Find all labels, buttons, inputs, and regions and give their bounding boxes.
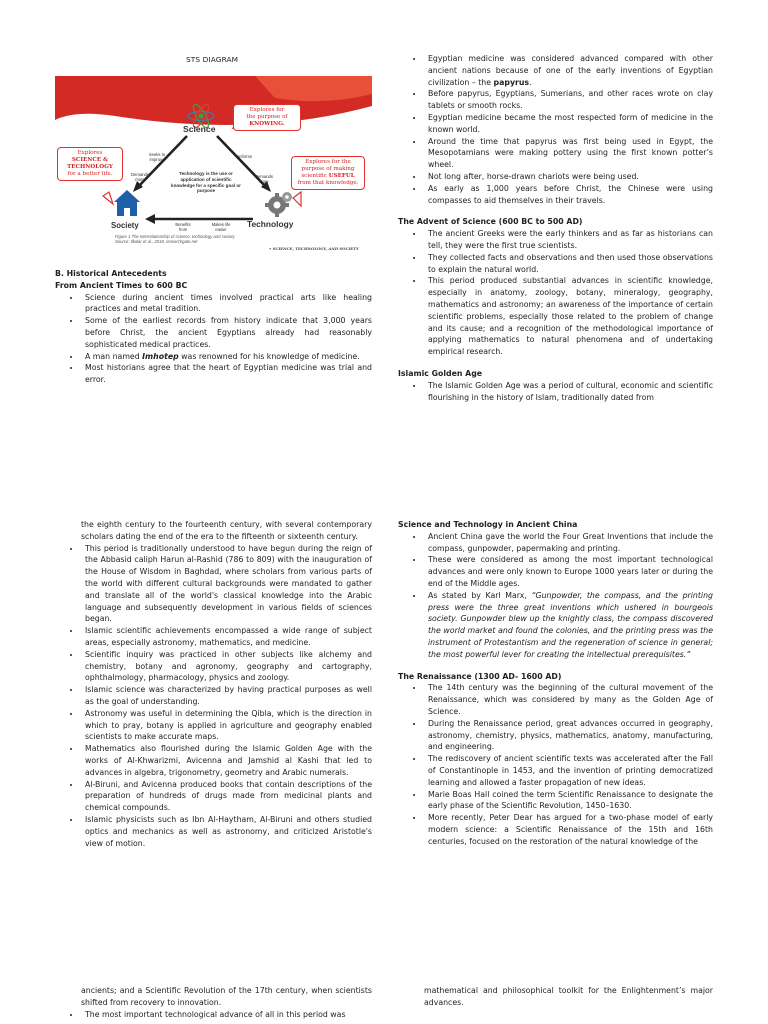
imhotep-name: Imhotep bbox=[142, 351, 179, 361]
advent-list bbox=[398, 228, 713, 358]
page-title: STS DIAGRAM bbox=[186, 55, 239, 64]
label-informs: Informs bbox=[238, 154, 252, 159]
society-label: Society bbox=[111, 221, 139, 230]
section-islamic-continued bbox=[55, 519, 372, 849]
science-label: Science bbox=[183, 124, 216, 134]
list-item: • Islamic scientific achievements encompassed a wide range of subject areas, especially astronomy, mathematics, and medicine. bbox=[81, 625, 372, 649]
list-item: • Not long after, horse-drawn chariots were being used. bbox=[424, 171, 713, 183]
section-renaissance-continued bbox=[55, 985, 372, 1020]
marx-quote: “Gunpowder, the compass, and the printing press were the three great inventions which ushered in bourgeois society. Gunpowder blew up the knightly class, the compass discovered the world market and found the colonies, and the printing press was the instrument of Protestantism and the regeneration of science in general; the most powerful lever for creating the intellectual prerequisites.” bbox=[428, 590, 713, 659]
diagram-center-text: Technology is the use or application of scientific knowledge for a specific goal or purpose bbox=[171, 171, 241, 194]
list-item: • This period produced substantial advances in scientific knowledge, especially in anatomy, zoology, botany, mineralogy, geography, mathematics and astronomy; an awareness of the importance of certain scientific problems, especially those related to the problem of change and its cause; and a recognition of the methodological importance of applying mathematics to natural phenomena and of undertaking empirical research. bbox=[424, 275, 713, 358]
islamic-heading: Islamic Golden Age bbox=[398, 368, 483, 378]
diagram-caption: Figure 1 The Interrelationship of science, technology and society Source: Ilkalar et al., 2018, researchgate.net bbox=[115, 234, 235, 244]
egypt-list bbox=[398, 53, 713, 206]
technology-advance-list bbox=[55, 1009, 372, 1021]
list-item: • Most historians agree that the heart of Egyptian medicine was trial and error. bbox=[81, 362, 372, 386]
section-enlightenment-continued bbox=[398, 985, 713, 1009]
label-demands-more-right: Demands more bbox=[255, 174, 273, 184]
list-item: • Around the time that papyrus was first being used in Egypt, the Mesopotamians were making pottery using the first known potter’s wheel. bbox=[424, 136, 713, 171]
islamic-list bbox=[398, 380, 713, 404]
list-item: • They collected facts and observations and then used those observations to explain the natural world. bbox=[424, 252, 713, 276]
list-item: • Egyptian medicine was considered advanced compared with other ancient nations because of one of the early inventions of Egyptian civilization – the papyrus. bbox=[424, 53, 713, 88]
label-demands-more-left: Demands more bbox=[131, 172, 149, 182]
list-item: • Scientific inquiry was practiced in other subjects like alchemy and chemistry, botany and agronomy, geography and cartography, ophthalmology, pharmacology, physics and zoology. bbox=[81, 649, 372, 684]
papyrus-term: papyrus bbox=[493, 77, 530, 87]
list-item: • During the Renaissance period, great advances occurred in geography, astronomy, chemistry, physics, mathematics, anatomy, manufacturing, and engineering. bbox=[424, 718, 713, 753]
continuation-text: the eighth century to the fourteenth century, with several contemporary scholars dating the end of the era to the fifteenth or sixteenth century. bbox=[81, 520, 372, 541]
list-item: • Islamic science was characterized by having practical purposes as well as the goal of understanding. bbox=[81, 684, 372, 708]
list-item: • The rediscovery of ancient scientific texts was accelerated after the Fall of Constantinople in 1453, and the invention of printing democratized learning and allowed a faster propagation of new ideas. bbox=[424, 753, 713, 788]
list-item: • Some of the earliest records from history indicate that 3,000 years before Christ, the ancient Egyptians already had reasonably sophisticated medical practices. bbox=[81, 315, 372, 350]
bubble-better-life: Explores SCIENCE & TECHNOLOGY for a better life. bbox=[57, 147, 123, 181]
ancient-times-list bbox=[55, 292, 372, 386]
section-heading: B. Historical Antecedents bbox=[55, 269, 167, 278]
list-item: • This period is traditionally understood to have begun during the reign of the Abbasid caliph Harun al-Rashid (786 to 809) with the inauguration of the House of Wisdom in Baghdad, where scholars from various parts of the world with different cultural backgrounds were mandated to gather and translate all of the world's classical knowledge into the Arabic language and subsequently development in various fields of sciences began. bbox=[81, 543, 372, 626]
continuation-text: ancients; and a Scientific Revolution of the 17th century, when scientists shifted from recovery to innovation. bbox=[81, 986, 372, 1007]
subsection-heading: From Ancient Times to 600 BC bbox=[55, 280, 188, 290]
section-egypt-advent-islamic bbox=[398, 53, 713, 403]
list-item: • The 14th century was the beginning of the cultural movement of the Renaissance, which was considered by many as the Golden Age of Science. bbox=[424, 682, 713, 717]
label-benefits-from: Benefits from bbox=[175, 222, 191, 232]
list-item: • The Islamic Golden Age was a period of cultural, economic and scientific flourishing in the history of Islam, traditionally dated from bbox=[424, 380, 713, 404]
china-list bbox=[398, 531, 713, 661]
bubble-knowing: Explores for the purpose of KNOWING. bbox=[233, 104, 301, 131]
list-item: • The most important technological advance of all in this period was bbox=[81, 1009, 372, 1021]
technology-gear-icon bbox=[265, 192, 292, 217]
label-makes-life-easier: Makes life easier bbox=[211, 222, 231, 232]
list-item: • These were considered as among the most important technological advances and were only known to Europe 1000 years later or during the end of the Middle ages. bbox=[424, 554, 713, 589]
list-item: • The ancient Greeks were the early thinkers and as far as historians can tell, they were the first true scientists. bbox=[424, 228, 713, 252]
renaissance-heading: The Renaissance (1300 AD- 1600 AD) bbox=[398, 671, 562, 681]
list-item: • Al-Biruni, and Avicenna produced books that contain descriptions of the preparation of hundreds of drugs made from medicinal plants and chemical compounds. bbox=[81, 779, 372, 814]
list-item: • Astronomy was useful in determining the Qibla, which is the direction in which to pray, botany is applied in agriculture and geography enabled scientists to make accurate maps. bbox=[81, 708, 372, 743]
society-house-icon bbox=[114, 190, 140, 216]
diagram-footer: • SCIENCE, TECHNOLOGY, AND SOCIETY bbox=[269, 246, 359, 251]
list-item: • A man named Imhotep was renowned for his knowledge of medicine. bbox=[81, 351, 372, 363]
technology-label: Technology bbox=[247, 219, 294, 229]
renaissance-list bbox=[398, 682, 713, 847]
label-seeks-to-improve: Seeks to improve bbox=[148, 152, 166, 162]
continuation-text: mathematical and philosophical toolkit for the Enlightenment’s major advances. bbox=[424, 986, 713, 1007]
section-china-renaissance bbox=[398, 519, 713, 848]
list-item: • More recently, Peter Dear has argued for a two-phase model of early modern science: a Scientific Renaissance of the 15th and 16th centuries, focused on the restoration of the natural knowledge of the bbox=[424, 812, 713, 847]
list-item: • Marie Boas Hall coined the term Scientific Renaissance to designate the early phase of the Scientific Revolution, 1450–1630. bbox=[424, 789, 713, 813]
list-item: • Before papyrus, Egyptians, Sumerians, and other races wrote on clay tablets or smooth rocks. bbox=[424, 88, 713, 112]
section-historical-antecedents bbox=[55, 268, 372, 386]
list-item: • As stated by Karl Marx, “Gunpowder, the compass, and the printing press were the three great inventions which ushered in bourgeois society. Gunpowder blew up the knightly class, the compass discovered the world market and found the colonies, and the printing press was the instrument of Protestantism and the regeneration of science in general; the most powerful lever for creating the intellectual prerequisites.” bbox=[424, 590, 713, 661]
bubble-useful: Explores for the purpose of making scientific USEFUL from that knowledge. bbox=[291, 156, 365, 190]
list-item: • As early as 1,000 years before Christ, the Chinese were using compasses to aid themselves in their travels. bbox=[424, 183, 713, 207]
list-item: • Egyptian medicine became the most respected form of medicine in the known world. bbox=[424, 112, 713, 136]
list-item: • Ancient China gave the world the Four Great Inventions that include the compass, gunpowder, papermaking and printing. bbox=[424, 531, 713, 555]
list-item: • Mathematics also flourished during the Islamic Golden Age with the works of Al-Khwarizmi, Avicenna and Jamshid al Kashi that led to advances in algebra, trigonometry, geometry and Arabic numerals. bbox=[81, 743, 372, 778]
china-heading: Science and Technology in Ancient China bbox=[398, 520, 578, 529]
sts-diagram bbox=[55, 76, 372, 254]
islamic-achievements-list bbox=[55, 543, 372, 850]
list-item: • Science during ancient times involved practical arts like healing practices and metal tradition. bbox=[81, 292, 372, 316]
advent-heading: The Advent of Science (600 BC to 500 AD) bbox=[398, 217, 583, 227]
list-item: • Islamic physicists such as Ibn Al-Haytham, Al-Biruni and others studied optics and mechanics as well as astronomy, and criticized Aristotle's view of motion. bbox=[81, 814, 372, 849]
